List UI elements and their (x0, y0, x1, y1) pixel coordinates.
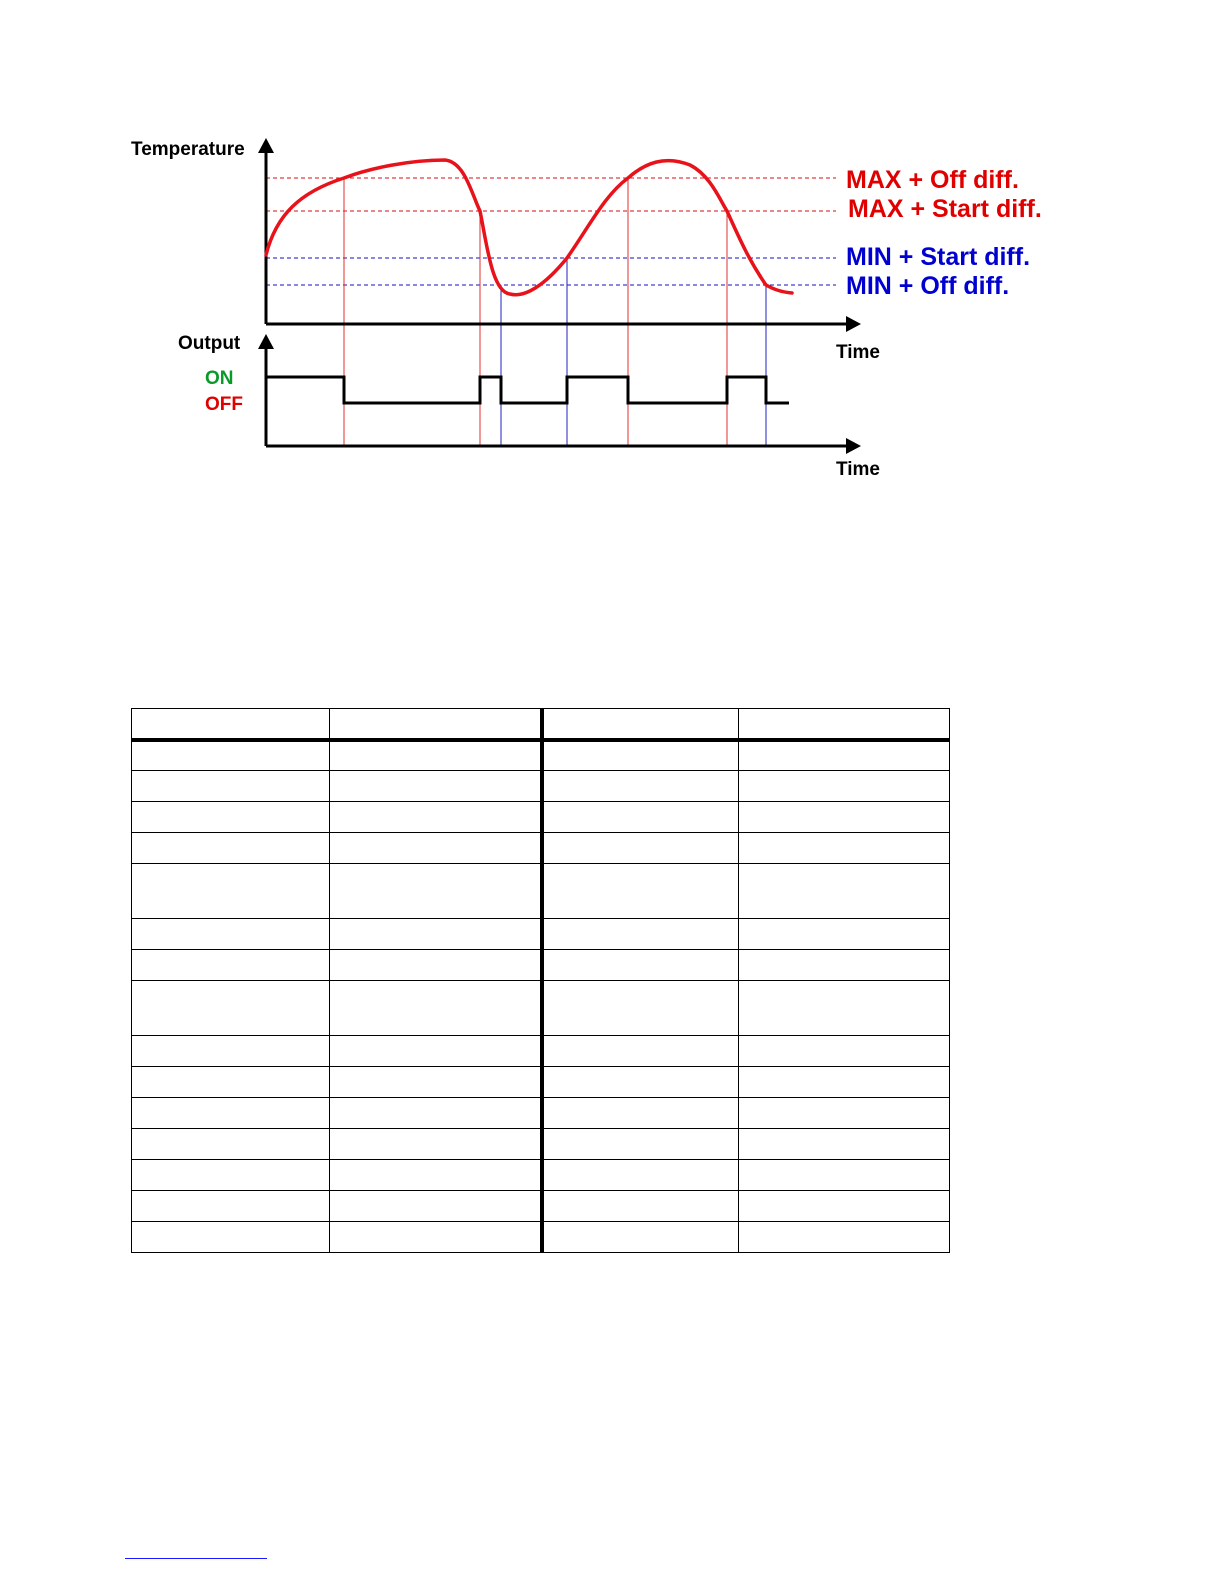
table-cell (132, 950, 330, 981)
table-row (132, 802, 950, 833)
temperature-y-arrow (258, 138, 274, 153)
table-cell (739, 1098, 950, 1129)
table-cell (132, 1129, 330, 1160)
table-cell (330, 1067, 542, 1098)
table-cell (132, 981, 330, 1036)
table-cell (330, 864, 542, 919)
table-cell (542, 1222, 739, 1253)
table-cell (542, 1067, 739, 1098)
table-cell (739, 771, 950, 802)
table-header-row (132, 709, 950, 740)
time-axis-label-bottom: Time (836, 459, 881, 480)
table-cell (132, 1098, 330, 1129)
off-label: OFF (205, 394, 243, 415)
table-cell (739, 740, 950, 771)
table-row (132, 981, 950, 1036)
temperature-axis-label: Temperature (131, 139, 245, 160)
table-cell (542, 864, 739, 919)
table-row (132, 1098, 950, 1129)
table-cell (132, 864, 330, 919)
table-row (132, 1067, 950, 1098)
table-row (132, 740, 950, 771)
parameter-table (131, 708, 950, 1253)
output-axis-label: Output (178, 333, 241, 354)
table-cell (542, 833, 739, 864)
table-cell (132, 833, 330, 864)
table-cell (739, 919, 950, 950)
output-y-arrow (258, 334, 274, 349)
table-cell (542, 950, 739, 981)
temperature-output-diagram (0, 0, 1224, 500)
table-cell (739, 709, 950, 740)
table-row (132, 950, 950, 981)
table-cell (739, 1191, 950, 1222)
table-cell (132, 1160, 330, 1191)
table-cell (330, 1191, 542, 1222)
table-cell (132, 709, 330, 740)
temperature-curve (266, 160, 792, 295)
table-cell (330, 802, 542, 833)
table-cell (542, 1191, 739, 1222)
table-cell (330, 919, 542, 950)
table-row (132, 1036, 950, 1067)
table-cell (739, 1160, 950, 1191)
table-cell (739, 950, 950, 981)
table-cell (330, 1222, 542, 1253)
table-cell (330, 740, 542, 771)
footer-divider (125, 1558, 267, 1559)
table-cell (739, 802, 950, 833)
table-cell (132, 740, 330, 771)
table-cell (739, 1222, 950, 1253)
table-cell (542, 709, 739, 740)
table-cell (542, 981, 739, 1036)
table-cell (542, 1036, 739, 1067)
table-cell (330, 771, 542, 802)
on-label: ON (205, 368, 234, 389)
table-cell (542, 802, 739, 833)
table-cell (330, 981, 542, 1036)
table-cell (739, 1036, 950, 1067)
switch-guides (344, 178, 766, 446)
min-start-diff-label: MIN + Start diff. (846, 243, 1031, 271)
table-cell (739, 864, 950, 919)
output-x-arrow (846, 438, 861, 454)
table-cell (739, 981, 950, 1036)
table-row (132, 1160, 950, 1191)
table-cell (330, 833, 542, 864)
time-axis-label-top: Time (836, 342, 881, 363)
table-cell (132, 1067, 330, 1098)
table-cell (330, 1160, 542, 1191)
table-row (132, 919, 950, 950)
table-row (132, 1191, 950, 1222)
table-cell (739, 833, 950, 864)
min-off-diff-label: MIN + Off diff. (846, 272, 1010, 300)
table-cell (739, 1067, 950, 1098)
table-cell (542, 1160, 739, 1191)
table-cell (132, 1036, 330, 1067)
table-cell (542, 1098, 739, 1129)
table-cell (542, 1129, 739, 1160)
temperature-x-arrow (846, 316, 861, 332)
table-cell (330, 1098, 542, 1129)
table-cell (132, 771, 330, 802)
table-cell (330, 709, 542, 740)
output-signal (266, 377, 789, 403)
table-cell (132, 1191, 330, 1222)
table-cell (542, 919, 739, 950)
table-row (132, 864, 950, 919)
table-cell (132, 1222, 330, 1253)
empty-table (131, 708, 950, 1253)
table-row (132, 1222, 950, 1253)
table-row (132, 771, 950, 802)
table-cell (330, 950, 542, 981)
table-cell (542, 740, 739, 771)
table-cell (330, 1036, 542, 1067)
table-cell (132, 802, 330, 833)
table-cell (542, 771, 739, 802)
table-cell (739, 1129, 950, 1160)
max-off-diff-label: MAX + Off diff. (846, 166, 1019, 194)
table-row (132, 1129, 950, 1160)
table-cell (330, 1129, 542, 1160)
table-row (132, 833, 950, 864)
table-cell (132, 919, 330, 950)
max-start-diff-label: MAX + Start diff. (848, 195, 1042, 223)
